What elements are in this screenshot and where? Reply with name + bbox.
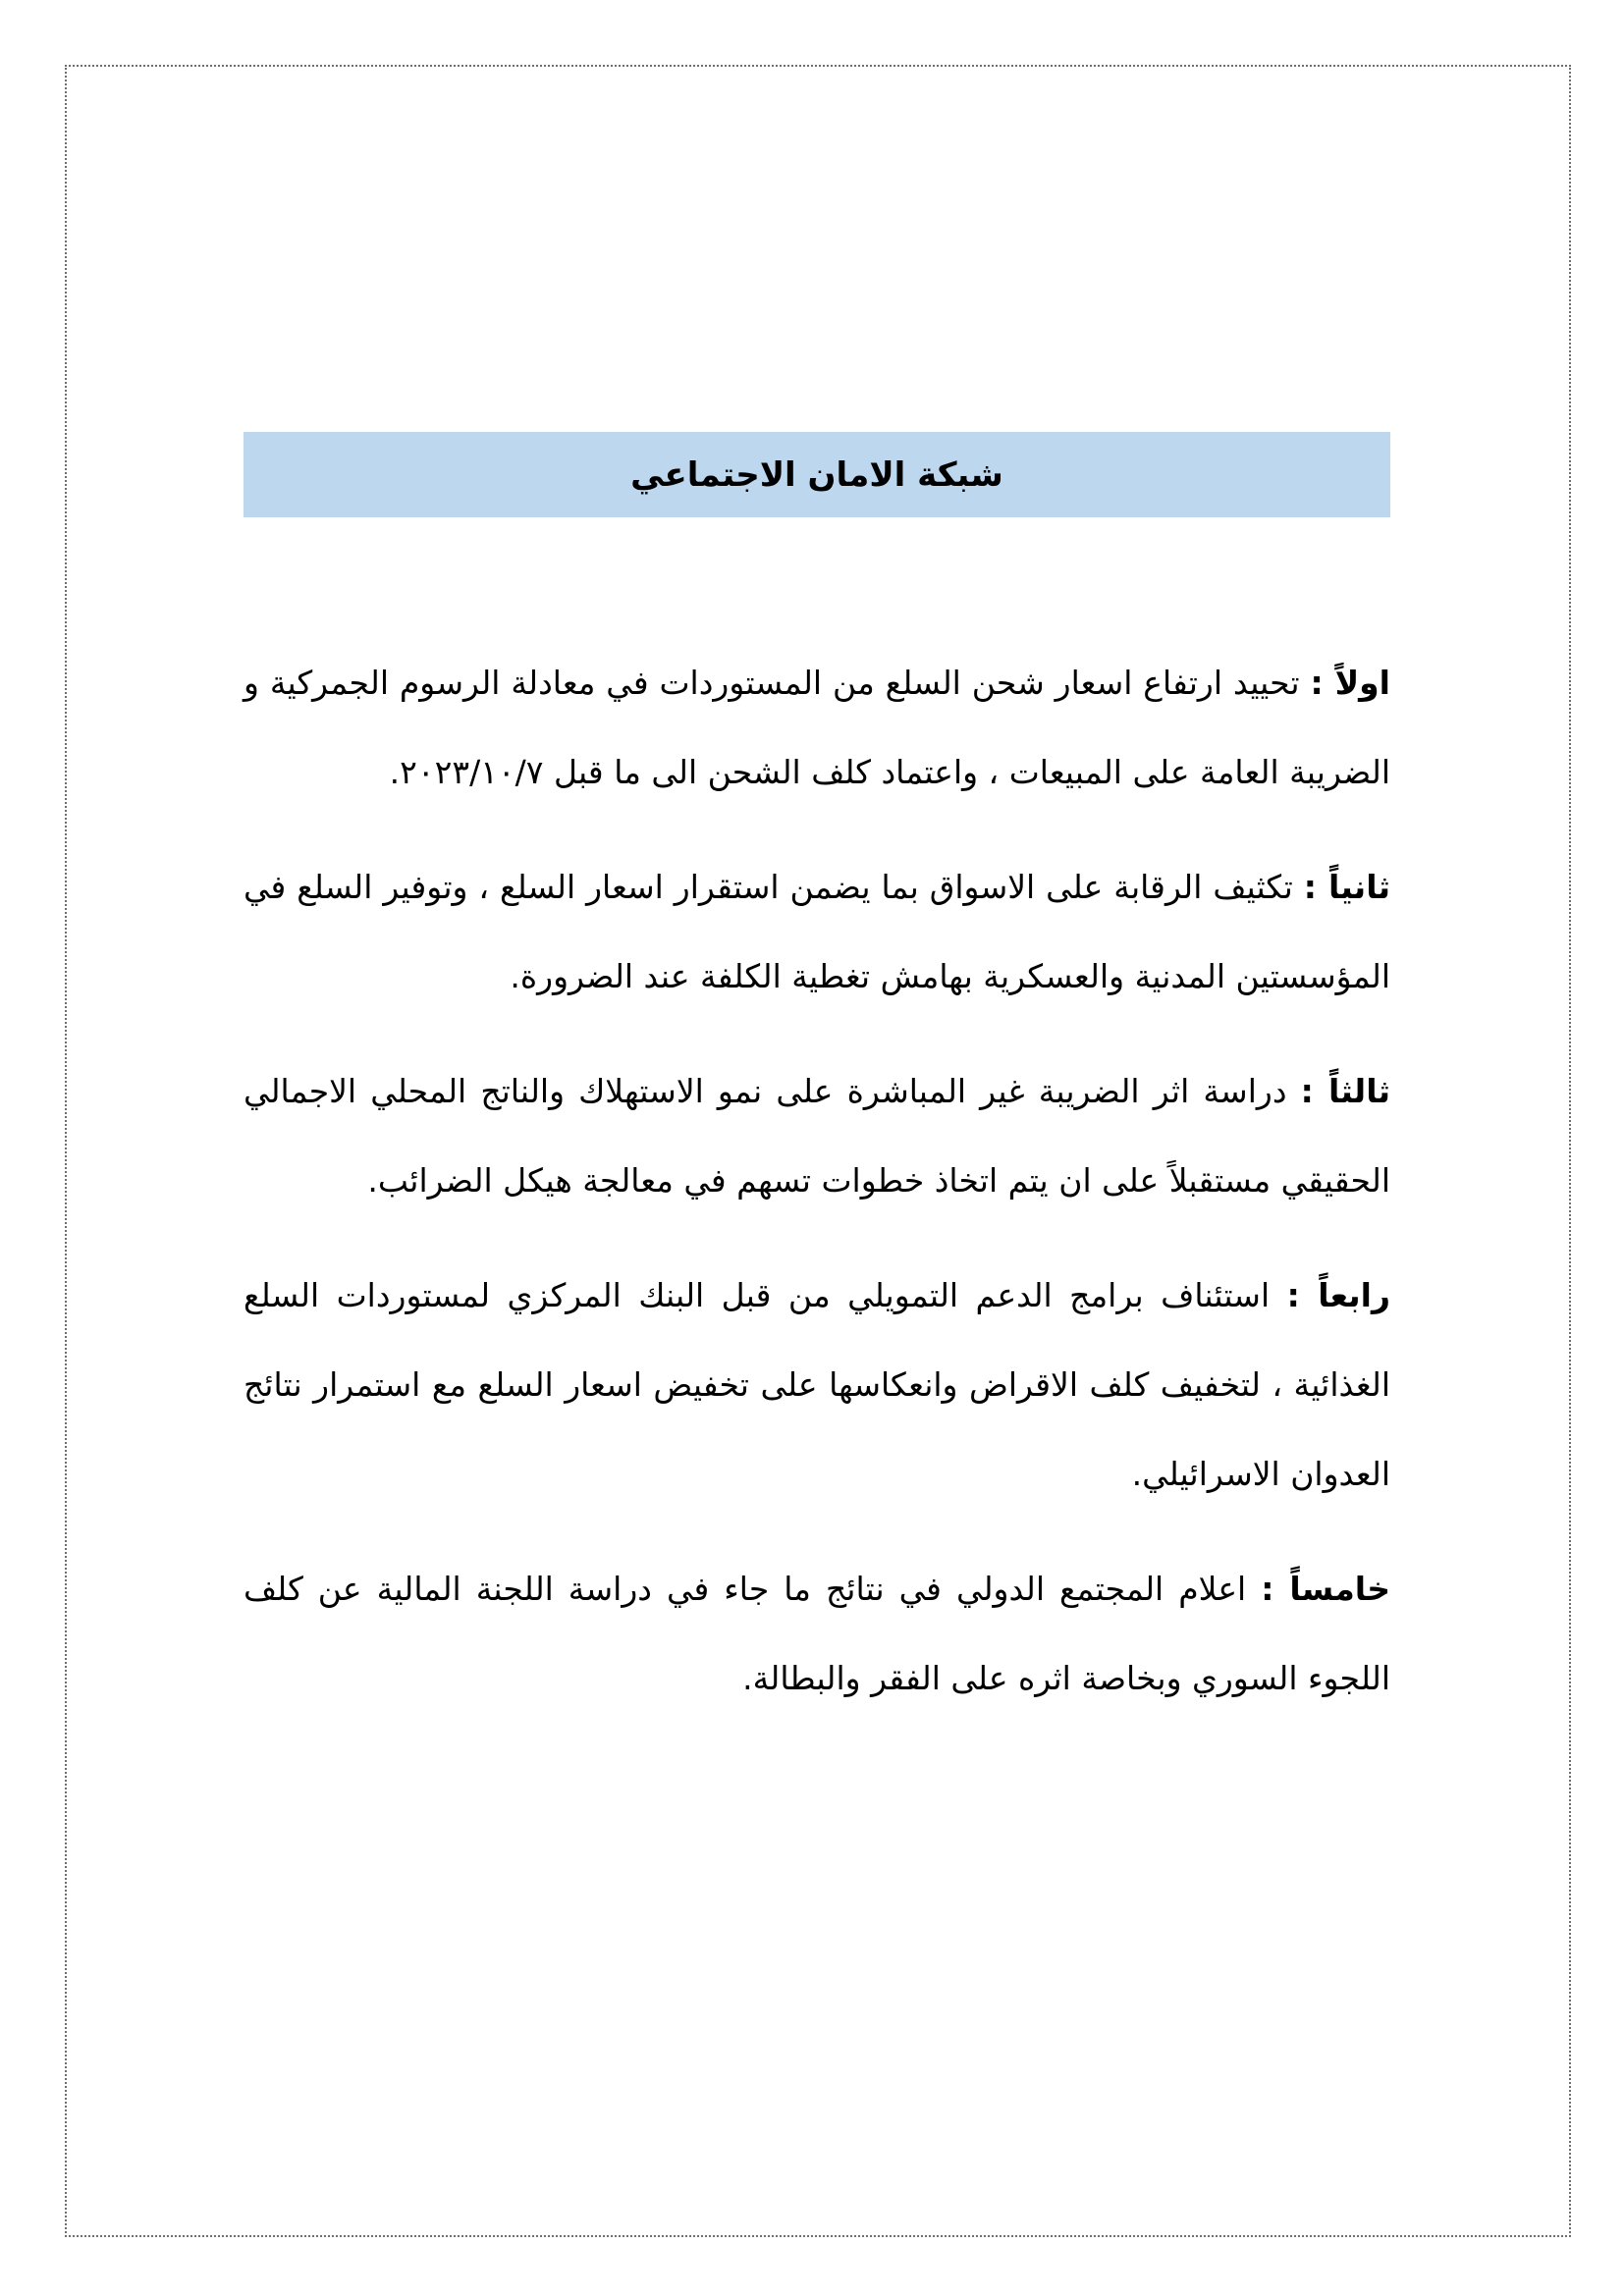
item-text: استئناف برامج الدعم التمويلي من قبل البنك المركزي لمستوردات السلع الغذائية ، لتخفيف كلف الاقراض وانعكاسها على تخفيض اسعار السلع مع استمرار نتائج العدوان الاسرائيلي. xyxy=(244,1276,1390,1493)
list-item-first xyxy=(244,638,1390,817)
item-text: اعلام المجتمع الدولي في نتائج ما جاء في دراسة اللجنة المالية عن كلف اللجوء السوري وبخاصة اثره على الفقر والبطالة. xyxy=(244,1570,1390,1697)
item-label: رابعاً : xyxy=(1286,1276,1390,1314)
title-banner xyxy=(244,432,1390,517)
document-body xyxy=(244,638,1390,1748)
item-label: خامساً : xyxy=(1261,1570,1390,1608)
item-label: ثالثاً : xyxy=(1300,1072,1390,1110)
page-title: شبكة الامان الاجتماعي xyxy=(630,454,1003,495)
item-text: دراسة اثر الضريبة غير المباشرة على نمو الاستهلاك والناتج المحلي الاجمالي الحقيقي مستقبلاً على ان يتم اتخاذ خطوات تسهم في معالجة هيكل الضرائب. xyxy=(244,1072,1390,1200)
item-label: اولاً : xyxy=(1310,664,1390,702)
list-item-third xyxy=(244,1046,1390,1225)
list-item-fourth xyxy=(244,1251,1390,1519)
list-item-second xyxy=(244,842,1390,1021)
item-label: ثانياً : xyxy=(1303,868,1390,906)
list-item-fifth xyxy=(244,1544,1390,1723)
item-text: تكثيف الرقابة على الاسواق بما يضمن استقرار اسعار السلع ، وتوفير السلع في المؤسستين المدنية والعسكرية بهامش تغطية الكلفة عند الضرورة. xyxy=(244,868,1390,995)
item-text: تحييد ارتفاع اسعار شحن السلع من المستوردات في معادلة الرسوم الجمركية و الضريبة العامة على المبيعات ، واعتماد كلف الشحن الى ما قبل ٢٠٢٣/١٠/٧. xyxy=(244,664,1390,791)
